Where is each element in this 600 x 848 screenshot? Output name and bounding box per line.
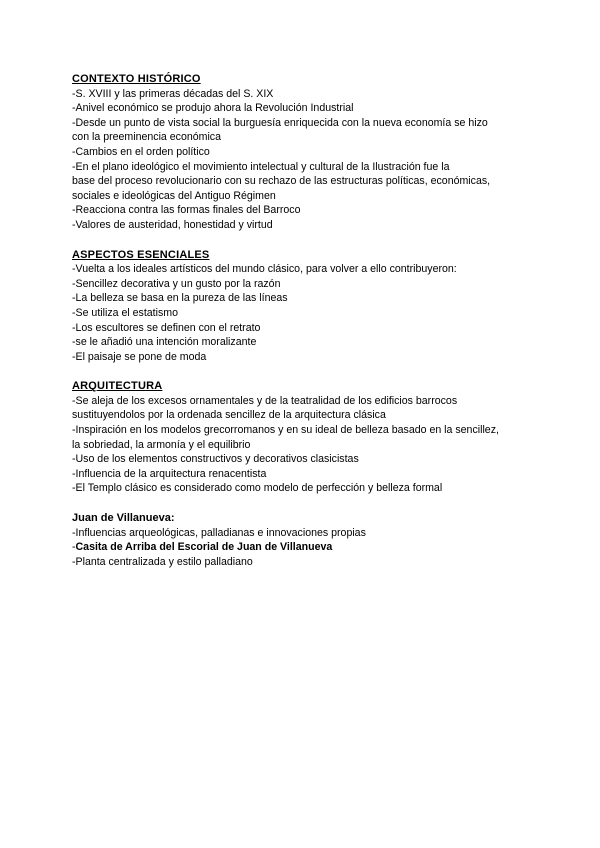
text-line: -Sencillez decorativa y un gusto por la razón [72, 277, 281, 290]
text-line: -Vuelta a los ideales artísticos del mundo clásico, para volver a ello contribuyeron: [72, 263, 457, 276]
text-line: -El Templo clásico es considerado como modelo de perfección y belleza formal [72, 482, 443, 495]
text-line: -Influencias arqueológicas, palladianas e innovaciones propias [72, 526, 366, 539]
text-line: -El paisaje se pone de moda [72, 350, 207, 363]
text-line: -S. XVIII y las primeras décadas del S. XIX [72, 87, 274, 100]
text-line: -Reacciona contra las formas finales del Barroco [72, 204, 301, 217]
section-arquitectura [72, 379, 542, 496]
text-line: con la preeminencia económica [72, 131, 221, 144]
text-line: sustituyendolos por la ordenada sencillez de la arquitectura clásica [72, 409, 386, 422]
section-heading: ARQUITECTURA [72, 380, 163, 393]
text-line: -Planta centralizada y estilo palladiano [72, 555, 253, 568]
section-aspectos-esenciales [72, 248, 542, 365]
text-line: -Anivel económico se produjo ahora la Revolución Industrial [72, 102, 354, 115]
text-line: -se le añadió una intención moralizante [72, 336, 257, 349]
section-heading: ASPECTOS ESENCIALES [72, 248, 210, 261]
text-line: -Uso de los elementos constructivos y decorativos clasicistas [72, 453, 359, 466]
text-line: -Valores de austeridad, honestidad y virtud [72, 218, 273, 231]
text-line: -Influencia de la arquitectura renacentista [72, 467, 267, 480]
text-line: sociales e ideológicas del Antiguo Régimen [72, 189, 276, 202]
text-line: -En el plano ideológico el movimiento intelectual y cultural de la Ilustración fue la [72, 160, 450, 173]
section-heading: CONTEXTO HISTÓRICO [72, 73, 201, 85]
text-line: -Inspiración en los modelos grecorromanos y en su ideal de belleza basado en la sencillez, [72, 424, 499, 437]
villanueva-heading: Juan de Villanueva: [72, 512, 175, 525]
bold-text: Casita de Arriba del Escorial de Juan de Villanueva [75, 541, 333, 554]
text-line: -La belleza se basa en la pureza de las líneas [72, 292, 288, 305]
text-line: -Los escultores se definen con el retrato [72, 321, 261, 334]
section-contexto-historico [72, 72, 542, 233]
text-line: base del proceso revolucionario con su rechazo de las estructuras políticas, económicas, [72, 175, 491, 188]
document-page [72, 72, 542, 584]
text-line: -Se aleja de los excesos ornamentales y de la teatralidad de los edificios barrocos [72, 394, 458, 407]
text-line: -Desde un punto de vista social la burguesía enriquecida con la nueva economía se hizo [72, 116, 488, 129]
section-juan-de-villanueva [72, 511, 542, 569]
line-prefix: - [72, 541, 76, 554]
text-line: -Se utiliza el estatismo [72, 306, 178, 319]
text-line: la sobriedad, la armonía y el equilibrio [72, 438, 251, 451]
text-line-mixed [72, 540, 542, 555]
text-line: -Cambios en el orden político [72, 145, 210, 158]
